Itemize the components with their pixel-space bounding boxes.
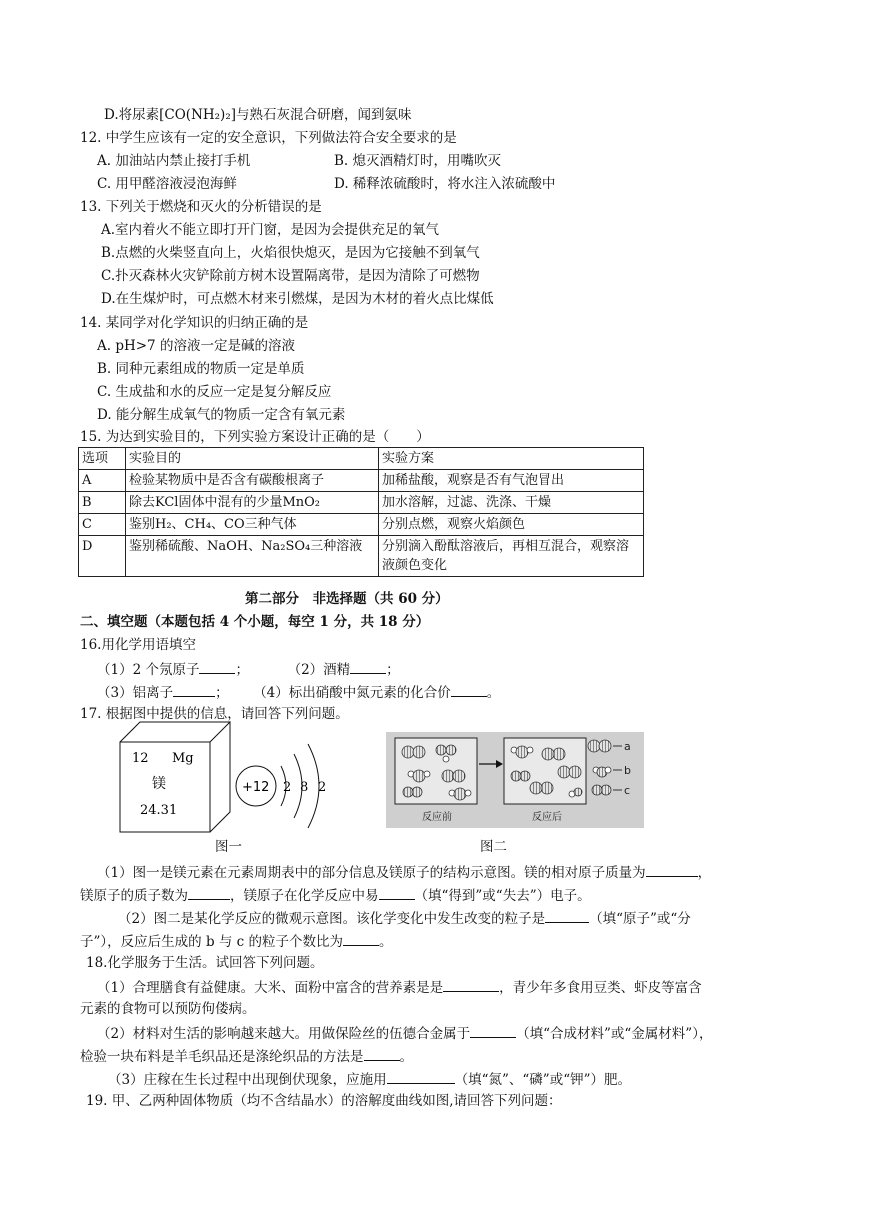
q18-line5 [108, 1069, 631, 1089]
label-after: 反应后 [532, 812, 562, 823]
separator: ； [386, 662, 400, 678]
shell-electrons: 2 [283, 780, 292, 795]
table-cell: C [79, 514, 126, 536]
q17-line1 [97, 862, 711, 882]
q19-stem: 19. 甲、乙两种固体物质（均不含结晶水）的溶解度曲线如图,请回答下列问题： [86, 1093, 562, 1109]
q18-text: （填“氮”、“磷”或“钾”）肥。 [454, 1072, 632, 1088]
q18-text: 检验一块布料是羊毛织品还是涤纶织品的方法是 [80, 1049, 364, 1065]
table-row [79, 514, 644, 536]
q17-text: 。 [379, 934, 393, 950]
q13-option-b: B.点燃的火柴竖直向上，火焰很快熄灭，是因为它接触不到氧气 [101, 245, 480, 261]
section-title: 二、填空题（本题包括 4 个小题，每空 1 分，共 18 分） [80, 614, 430, 630]
q14-stem: 14. 某同学对化学知识的归纳正确的是 [80, 315, 309, 331]
q13-option-d: D.在生煤炉时，可点燃木材来引燃煤，是因为木材的着火点比煤低 [101, 291, 494, 307]
table-row [79, 536, 644, 577]
q18-text: 。 [399, 1049, 413, 1065]
q17-stem: 17. 根据图中提供的信息，请回答下列问题。 [80, 706, 349, 722]
q18-text: （2）材料对生活的影响越来越大。用做保险丝的伍德合金属于 [97, 1026, 471, 1042]
q17-text: （2）图二是某化学反应的微观示意图。该化学变化中发生改变的粒子是 [118, 911, 546, 927]
q18-text: （1）合理膳食有益健康。大米、面粉中富含的营养素是是 [97, 980, 444, 996]
atomic-number: 12 [132, 751, 149, 766]
answer-blank[interactable] [443, 977, 499, 992]
q16-part4: （4）标出硝酸中氮元素的化合价 [253, 685, 451, 701]
table-header-cell: 选项 [79, 448, 126, 470]
table-cell: A [79, 470, 126, 492]
answer-blank[interactable] [199, 659, 235, 674]
q16-part3: （3）铝离子 [97, 685, 174, 701]
element-name: 镁 [152, 776, 166, 792]
table-cell: 分别点燃，观察火焰颜色 [379, 514, 644, 536]
answer-blank[interactable] [470, 1023, 516, 1038]
table-cell: B [79, 492, 126, 514]
table-cell: 除去KCl固体中混有的少量MnO₂ [126, 492, 379, 514]
q13-option-a: A.室内着火不能立即打开门窗，是因为会提供充足的氧气 [101, 222, 440, 238]
table-header-cell: 实验方案 [379, 448, 644, 470]
table-row [79, 470, 644, 492]
q13-option-c: C.扑灭森林火灾铲除前方树木设置隔离带，是因为清除了可燃物 [101, 268, 480, 284]
legend-label-b: b [624, 764, 631, 777]
q12-option-b: B. 熄灭酒精灯时，用嘴吹灭 [334, 153, 502, 169]
q17-text: 镁原子的质子数为 [80, 888, 188, 904]
q12-option-c: C. 用甲醛溶液浸泡海鲜 [97, 176, 237, 192]
q17-line2 [80, 885, 591, 905]
q14-option-d: D. 能分解生成氧气的物质一定含有氧元素 [97, 407, 346, 423]
separator: ； [215, 685, 229, 701]
q17-line3 [118, 908, 691, 928]
answer-blank[interactable] [350, 659, 386, 674]
q17-text: ，镁原子在化学反应中易 [230, 888, 379, 904]
table-header-row [79, 448, 644, 470]
atomic-mass: 24.31 [140, 803, 178, 818]
q18-line3 [97, 1023, 712, 1043]
q17-text: （填“原子”或“分 [589, 911, 691, 927]
q18-text: （3）庄稼在生长过程中出现倒伏现象，应施用 [108, 1072, 387, 1088]
q15-stem: 15. 为达到实验目的，下列实验方案设计正确的是（ ） [80, 429, 430, 445]
q16-line2 [97, 682, 500, 702]
q18-line1 [97, 977, 702, 997]
q11-option-d: D.将尿素[CO(NH₂)₂]与熟石灰混合研磨，闻到氨味 [104, 107, 412, 123]
q12-option-a: A. 加油站内禁止接打手机 [97, 153, 251, 169]
q18-line4 [80, 1046, 413, 1066]
q16-part2: （2）酒精 [287, 662, 351, 678]
answer-blank[interactable] [343, 931, 379, 946]
separator: ； [235, 662, 249, 678]
reaction-microscopic-diagram [386, 732, 644, 828]
answer-blank[interactable] [188, 885, 230, 900]
q18-stem: 18.化学服务于生活。试回答下列问题。 [86, 955, 324, 971]
table-row [79, 492, 644, 514]
q17-text: ， [697, 865, 712, 881]
table-header-cell: 实验目的 [126, 448, 379, 470]
table-cell: D [79, 536, 126, 577]
end-mark: 。 [486, 685, 501, 701]
table-cell: 分别滴入酚酞溶液后，再相互混合，观察溶液颜色变化 [379, 536, 644, 577]
experiment-table [78, 447, 644, 577]
q14-option-c: C. 生成盐和水的反应一定是复分解反应 [97, 384, 332, 400]
q12-option-d: D. 稀释浓硫酸时，将水注入浓硫酸中 [334, 176, 556, 192]
q16-stem: 16.用化学用语填空 [80, 637, 196, 653]
answer-blank[interactable] [646, 862, 698, 877]
table-cell: 加水溶解，过滤、洗涤、干燥 [379, 492, 644, 514]
answer-blank[interactable] [364, 1046, 400, 1061]
q18-line2: 元素的食物可以预防佝偻病。 [80, 1001, 256, 1017]
q16-line1 [97, 659, 400, 679]
q18-text: ，青少年多食用豆类、虾皮等富含 [499, 980, 702, 996]
table-cell: 检验某物质中是否含有碳酸根离子 [126, 470, 379, 492]
table-cell: 鉴别H₂、CH₄、CO三种气体 [126, 514, 379, 536]
table-cell: 鉴别稀硫酸、NaOH、Na₂SO₄三种溶液 [126, 536, 379, 577]
part2-title: 第二部分 非选择题（共 60 分） [245, 591, 449, 607]
q13-stem: 13. 下列关于燃烧和灭火的分析错误的是 [80, 199, 322, 215]
answer-blank[interactable] [173, 682, 215, 697]
q16-part1: （1）2 个氖原子 [97, 662, 200, 678]
answer-blank[interactable] [451, 682, 487, 697]
q14-option-b: B. 同种元素组成的物质一定是单质 [97, 361, 305, 377]
figure2-caption: 图二 [480, 839, 507, 855]
q17-line4 [80, 931, 393, 951]
legend-label-c: c [624, 784, 631, 797]
element-symbol: Mg [172, 751, 194, 766]
answer-blank[interactable] [379, 885, 415, 900]
q14-option-a: A. pH>7 的溶液一定是碱的溶液 [97, 338, 295, 354]
shell-electrons: 2 [318, 780, 327, 795]
answer-blank[interactable] [387, 1069, 455, 1084]
label-before: 反应前 [422, 812, 452, 823]
table-cell: 加稀盐酸，观察是否有气泡冒出 [379, 470, 644, 492]
q18-text: （填“合成材料”或“金属材料”）， [516, 1026, 713, 1042]
legend-label-a: a [624, 740, 631, 753]
nucleus-charge: +12 [242, 780, 270, 795]
magnesium-figure [118, 720, 343, 835]
q17-text: （1）图一是镁元素在元素周期表中的部分信息及镁原子的结构示意图。镁的相对原子质量为 [97, 865, 646, 881]
q17-text: 子”），反应后生成的 b 与 c 的粒子个数比为 [80, 934, 344, 950]
shell-electrons: 8 [300, 780, 309, 795]
q17-text: （填“得到”或“失去”）电子。 [414, 888, 591, 904]
answer-blank[interactable] [545, 908, 589, 923]
q12-stem: 12. 中学生应该有一定的安全意识，下列做法符合安全要求的是 [80, 130, 457, 146]
figure1-caption: 图一 [215, 839, 242, 855]
